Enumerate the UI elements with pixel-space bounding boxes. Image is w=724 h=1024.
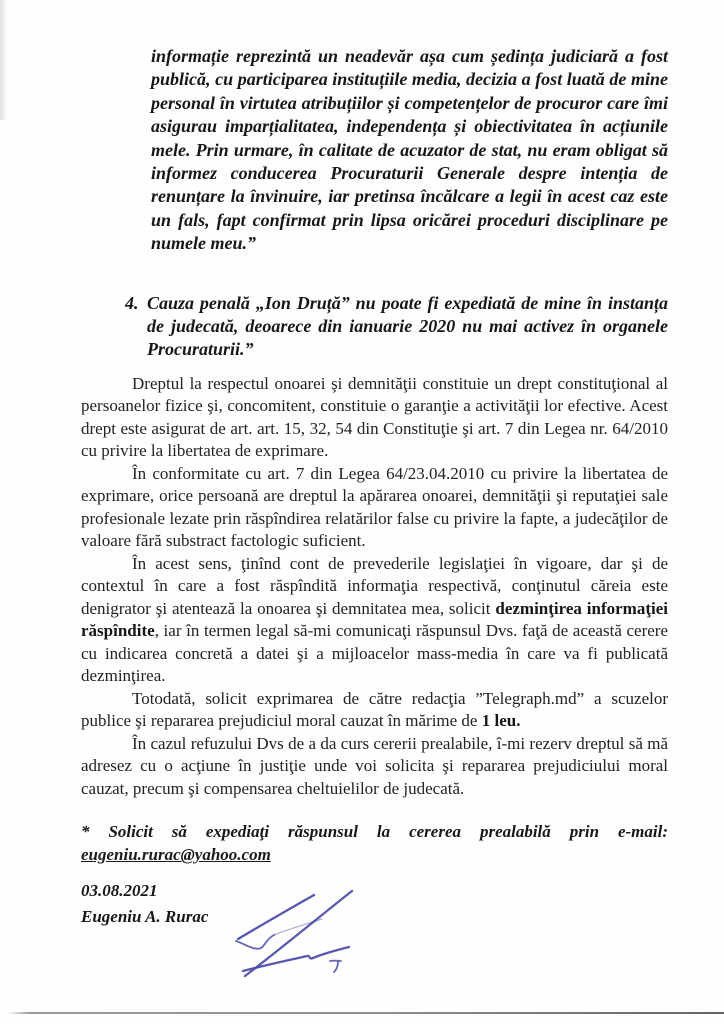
paragraph-demand-post: , iar în termen legal să-mi comunicaţi răspunsul Dvs. faţă de această cerere cu indicarea concretă a datei şi a mijloacelor mass-media în care va fi publicată dezminţirea. [81,621,668,686]
paragraph-demand [81,553,668,688]
signatory-name: Eugeniu A. Rurac [81,907,209,927]
signature-stroke-seven-mark [330,961,341,972]
paragraph-apology [81,688,668,733]
handwritten-signature-ink [228,884,363,989]
paragraph-apology-pre: Totodată, solicit exprimarea de către redacţia ”Telegraph.md” a scuzelor publice şi repararea prejudiciul moral cauzat în mărime de [81,688,668,731]
paragraph-rights: Dreptul la respectul onoarei şi demnităţii constituie un drept constituţional al persoanelor fizice şi, concomitent, constituie o garanţie a activităţii lor efective. Acest drept este asigurat de art. art. 15, 32, 54 din Constituţie şi art. 7 din Legea nr. 64/2010 cu privire la libertatea de exprimare. [81,373,668,461]
signature-stroke-short-diagonal [238,895,314,939]
footnote-text: * Solicit să expediaţi răspunsul la cererea prealabilă prin e-mail: [81,822,668,842]
footnote [81,820,668,866]
footnote-email: eugeniu.rurac@yahoo.com [81,845,271,865]
document-content [81,45,668,930]
paragraph-demand-bold: dezminţirea informaţiei răspîndite [81,598,668,641]
list-item-number: 4. [125,292,139,313]
paragraph-refusal: În cazul refuzului Dvs de a da curs cererii prealabile, î-mi rezerv dreptul să mă adresez cu o acţiune în justiţie unde voi solicita şi repararea prejudiciului moral cauzat, precum şi compensarea cheltuielilor de judecată. [81,733,668,798]
body-paragraphs [81,373,668,801]
numbered-list-item-4 [125,292,668,362]
document-date: 03.08.2021 [81,881,158,901]
signature-stroke-underline-flourish [243,947,349,971]
page-bottom-scan-edge [8,1012,724,1014]
paragraph-demand-pre: În acest sens, ţinînd cont de prevederile legislaţiei în vigoare, dar şi de contextul în care a fost răspîndită informaţia respectivă, conţinutul căreia este denigrator şi atentează la onoarea şi demnitatea mea, solicit [81,553,668,618]
scan-edge-shadow [0,0,8,120]
paragraph-law-64: În conformitate cu art. 7 din Legea 64/23.04.2010 cu privire la libertatea de exprimare, orice persoană are dreptul la apărarea onoarei, demnităţii şi reputaţiei sale profesionale lezate prin răspîndirea relatărilor false cu privire la fapte, a judecăţilor de valoare fără substract factologic suficient. [81,463,668,551]
list-item-text: Cauza penală „Ion Druță” nu poate fi expediată de mine în instanța de judecată, deoarece din ianuarie 2020 nu mai activez în organele Procuraturii.” [147,292,668,360]
quoted-statement-continuation: informație reprezintă un neadevăr așa cum ședința judiciară a fost publică, cu participarea instituțiile media, decizia a fost luată de mine personal în virtutea atribuțiilor și competențelor de procuror care îmi asigurau imparțialitatea, independența și obiectivitatea în acțiunile mele. Prin urmare, în calitate de acuzator de stat, nu eram obligat să informez conducerea Procuraturii Generale despre intenția de renunțare la învinuire, iar pretinsa încălcare a legii în acest caz este un fals, fapt confirmat prin lipsa oricărei proceduri disciplinare pe numele meu.” [151,46,668,254]
signature-stroke-light-tail [274,919,322,935]
paragraph-apology-bold: 1 leu. [481,711,521,731]
